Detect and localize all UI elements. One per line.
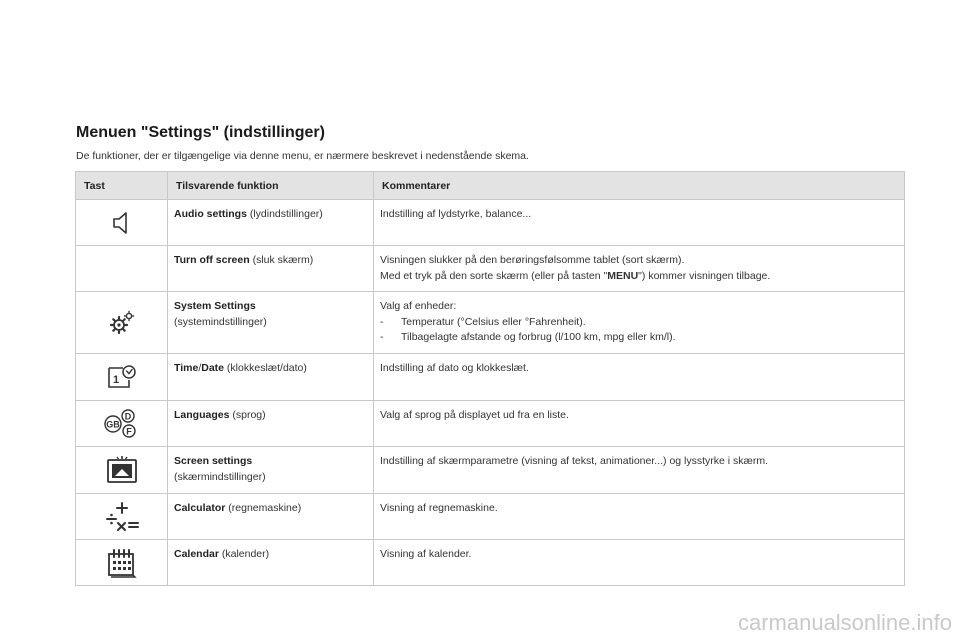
header-function: Tilsvarende funktion [168, 172, 374, 200]
page-title: Menuen "Settings" (indstillinger) [76, 124, 325, 141]
speaker-icon [111, 209, 133, 237]
function-cell: Audio settings (lydindstillinger) [168, 200, 374, 246]
table-row [76, 401, 905, 447]
language-icon [102, 409, 142, 439]
function-cell: Screen settings (skærmindstillinger) [168, 447, 374, 494]
key-cell [76, 200, 168, 246]
svg-text:D: D [124, 411, 131, 421]
svg-text:F: F [125, 426, 132, 436]
table-row [76, 246, 905, 292]
key-cell [76, 447, 168, 494]
header-comments: Kommentarer [374, 172, 905, 200]
function-cell: Turn off screen (sluk skærm) [168, 246, 374, 292]
comment-cell: Valg af sprog på displayet ud fra en liste. [374, 401, 905, 447]
table-row [76, 292, 905, 354]
function-cell: Calendar (kalender) [168, 540, 374, 586]
function-cell: System Settings (systemindstillinger) [168, 292, 374, 354]
comment-cell: Valg af enheder: - Temperatur (°Celsius eller °Fahrenheit). - Tilbagelagte afstande og forbrug (l/100 km, mpg eller km/l). [374, 292, 905, 354]
key-cell [76, 494, 168, 540]
comment-cell: Visningen slukker på den berøringsfølsomme tablet (sort skærm). Med et tryk på den sorte skærm (eller på tasten "MENU") kommer visningen tilbage. [374, 246, 905, 292]
function-cell: Languages (sprog) [168, 401, 374, 447]
table-header-row [76, 172, 905, 200]
settings-table [75, 171, 905, 586]
comment-cell: Visning af regnemaskine. [374, 494, 905, 540]
comment-cell: Indstilling af lydstyrke, balance... [374, 200, 905, 246]
key-cell [76, 401, 168, 447]
function-cell: Time/Date (klokkeslæt/dato) [168, 354, 374, 401]
watermark: carmanualsonline.info [737, 610, 952, 635]
calendar-icon [106, 547, 138, 579]
key-cell [76, 246, 168, 292]
function-cell: Calculator (regnemaskine) [168, 494, 374, 540]
table-row [76, 540, 905, 586]
list-item: - Tilbagelagte afstande og forbrug (l/100 km, mpg eller km/l). [380, 331, 676, 343]
key-cell [76, 540, 168, 586]
header-tast: Tast [76, 172, 168, 200]
comment-cell: Indstilling af dato og klokkeslæt. [374, 354, 905, 401]
key-cell [76, 354, 168, 401]
table-row [76, 494, 905, 540]
svg-text:1: 1 [112, 374, 119, 386]
table-row [76, 447, 905, 494]
list-item: - Temperatur (°Celsius eller °Fahrenheit). [380, 315, 586, 328]
intro-text: De funktioner, der er tilgængelige via denne menu, er nærmere beskrevet i nedenstående skema. [76, 150, 529, 162]
table-row [76, 200, 905, 246]
comment-cell: Indstilling af skærmparametre (visning af tekst, animationer...) og lysstyrke i skærm. [374, 447, 905, 494]
screen-settings-icon [106, 455, 138, 485]
calculator-icon [102, 501, 142, 533]
gears-icon [108, 309, 136, 337]
table-row [76, 354, 905, 401]
svg-text:GB: GB [105, 419, 120, 429]
comment-cell: Visning af kalender. [374, 540, 905, 586]
calendar-clock-icon [107, 364, 137, 390]
key-cell [76, 292, 168, 354]
